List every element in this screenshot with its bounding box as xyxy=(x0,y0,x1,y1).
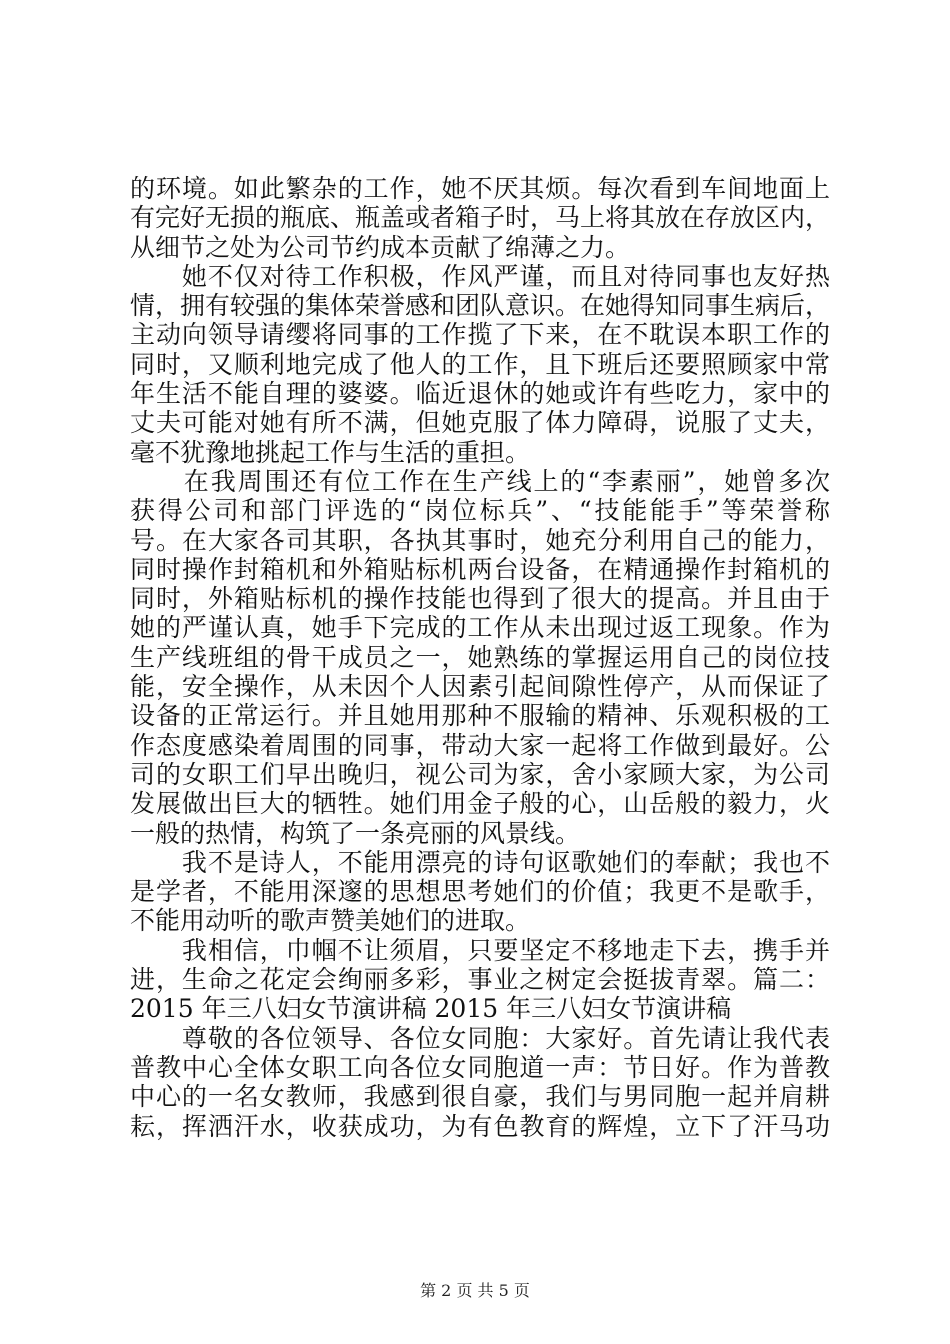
text-line: 2015 年三八妇女节演讲稿 2015 年三八妇女节演讲稿 xyxy=(130,994,732,1024)
text-line: 我不是诗人，不能用漂亮的诗句讴歌她们的奉献；我也不 xyxy=(130,847,830,877)
text-line: 在我周围还有位工作在生产线上的“李素丽”，她曾多次 xyxy=(130,466,830,496)
text-line: 耘，挥洒汗水，收获成功，为有色教育的辉煌，立下了汗马功 xyxy=(130,1111,830,1141)
text-line: 年生活不能自理的婆婆。临近退休的她或许有些吃力，家中的 xyxy=(130,379,830,409)
text-line: 同时，外箱贴标机的操作技能也得到了很大的提高。并且由于 xyxy=(130,584,830,614)
document-body xyxy=(130,174,830,1141)
text-line: 同时操作封箱机和外箱贴标机两台设备，在精通操作封箱机的 xyxy=(130,554,830,584)
text-line: 号。在大家各司其职，各执其事时，她充分利用自己的能力， xyxy=(130,525,830,555)
text-line: 能，安全操作，从未因个人因素引起间隙性停产，从而保证了 xyxy=(130,672,830,702)
text-line: 尊敬的各位领导、各位女同胞：大家好。首先请让我代表 xyxy=(130,1023,830,1053)
text-line: 是学者，不能用深邃的思想思考她们的价值；我更不是歌手， xyxy=(130,877,830,907)
text-line: 毫不犹豫地挑起工作与生活的重担。 xyxy=(130,437,531,467)
text-line: 普教中心全体女职工向各位女同胞道一声：节日好。作为普教 xyxy=(130,1052,830,1082)
text-line: 发展做出巨大的牺牲。她们用金子般的心，山岳般的毅力，火 xyxy=(130,789,830,819)
text-line: 同时，又顺利地完成了他人的工作，且下班后还要照顾家中常 xyxy=(130,349,830,379)
text-line: 司的女职工们早出晚归，视公司为家，舍小家顾大家，为公司 xyxy=(130,759,830,789)
text-line: 她的严谨认真，她手下完成的工作从未出现过返工现象。作为 xyxy=(130,613,830,643)
text-line: 生产线班组的骨干成员之一，她熟练的掌握运用自己的岗位技 xyxy=(130,642,830,672)
text-line: 一般的热情，构筑了一条亮丽的风景线。 xyxy=(130,818,581,848)
text-line: 主动向领导请缨将同事的工作揽了下来，在不耽误本职工作的 xyxy=(130,320,830,350)
text-line: 从细节之处为公司节约成本贡献了绵薄之力。 xyxy=(130,232,631,262)
text-line: 丈夫可能对她有所不满，但她克服了体力障碍，说服了丈夫， xyxy=(130,408,830,438)
text-line: 不能用动听的歌声赞美她们的进取。 xyxy=(130,906,531,936)
text-line: 进，生命之花定会绚丽多彩，事业之树定会挺拔青翠。篇二： xyxy=(130,965,830,995)
page-footer: 第 2 页 共 5 页 xyxy=(420,1281,530,1300)
text-line: 设备的正常运行。并且她用那种不服输的精神、乐观积极的工 xyxy=(130,701,830,731)
text-line: 她不仅对待工作积极，作风严谨，而且对待同事也友好热 xyxy=(130,261,830,291)
text-line: 有完好无损的瓶底、瓶盖或者箱子时，马上将其放在存放区内， xyxy=(130,203,831,233)
text-line: 的环境。如此繁杂的工作，她不厌其烦。每次看到车间地面上 xyxy=(130,174,830,203)
text-line: 作态度感染着周围的同事，带动大家一起将工作做到最好。公 xyxy=(130,730,830,760)
text-line: 我相信，巾帼不让须眉，只要坚定不移地走下去，携手并 xyxy=(130,935,830,965)
text-line: 中心的一名女教师，我感到很自豪，我们与男同胞一起并肩耕 xyxy=(130,1082,830,1112)
text-line: 情，拥有较强的集体荣誉感和团队意识。在她得知同事生病后， xyxy=(130,291,831,321)
text-line: 获得公司和部门评选的“岗位标兵”、“技能能手”等荣誉称 xyxy=(130,496,830,526)
